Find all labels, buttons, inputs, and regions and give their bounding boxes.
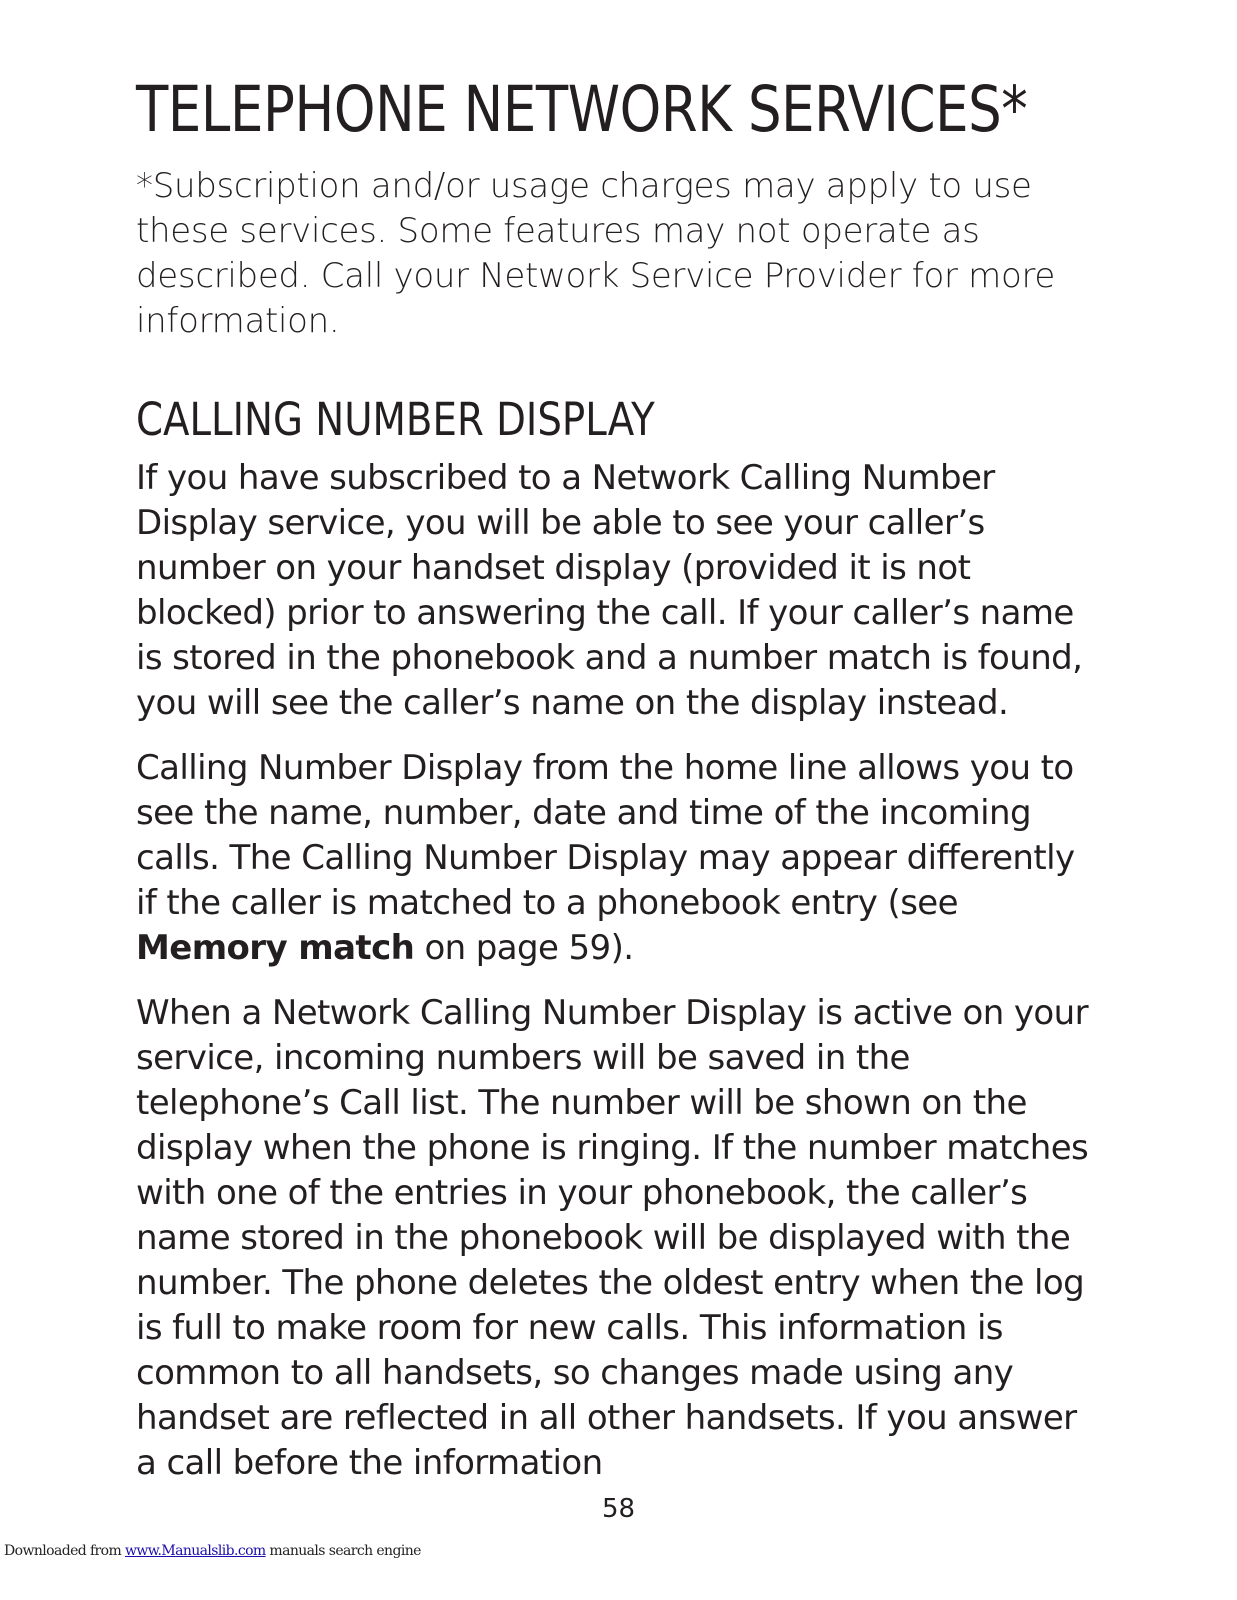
body-paragraph-2 — [136, 746, 1096, 971]
memory-match-reference: Memory match — [136, 928, 415, 968]
paragraph-2-text-end: on page 59). — [414, 928, 634, 968]
manualslib-link[interactable]: www.Manualslib.com — [125, 1543, 266, 1559]
download-footer — [4, 1542, 421, 1560]
page-title: TELEPHONE NETWORK SERVICES* — [136, 73, 1028, 146]
footer-prefix: Downloaded from — [4, 1543, 125, 1559]
footer-suffix: manuals search engine — [265, 1543, 421, 1559]
body-paragraph-3: When a Network Calling Number Display is active on your service, incoming numbers will be saved in the telephone’s Call list. The number will be shown on the display when the phone is ringing. If the number matches with one of the entries in your phonebook, the caller’s name stored in the phonebook will be displayed with the number. The phone deletes the oldest entry when the log is full to make room for new calls. This information is common to all handsets, so changes made using any handset are reflected in all other handsets. If you answer a call before the information — [136, 993, 1089, 1483]
paragraph-2-text-start: Calling Number Display from the home line allows you to see the name, number, date and time of the incoming calls. The Calling Number Display may appear differently if the caller is matched to a phonebook entry (see — [136, 748, 1075, 923]
intro-note: *Subscription and/or usage charges may apply to use these services. Some features may not operate as described. Call your Network Service Provider for more information. — [136, 166, 1056, 341]
section-heading: CALLING NUMBER DISPLAY — [136, 393, 655, 446]
body-paragraph-1: If you have subscribed to a Network Calling Number Display service, you will be able to see your caller’s number on your handset display (provided it is not blocked) prior to answering the call. If your caller’s name is stored in the phonebook and a number match is found, you will see the caller’s name on the display instead. — [136, 458, 1083, 723]
page-number: 58 — [601, 1494, 636, 1524]
